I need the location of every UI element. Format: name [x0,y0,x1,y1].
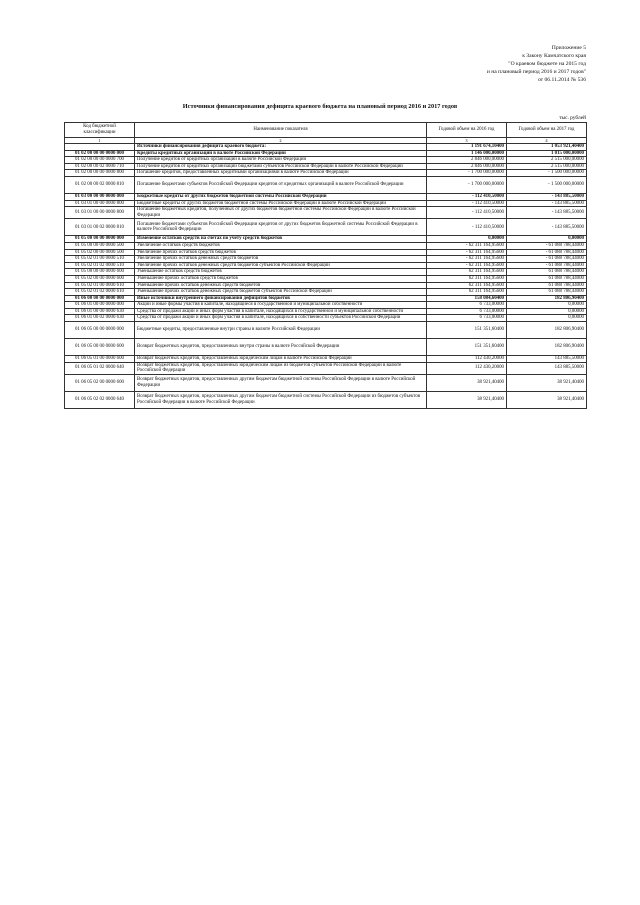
row-value-2016: 151 351,60400 [427,339,507,356]
row-code: 01 03 01 00 02 0000 810 [65,219,135,236]
table-row [65,200,587,207]
row-code: 01 05 00 00 00 0000 000 [65,236,135,243]
table-row [65,236,587,243]
row-value-2017: 1 053 921,40400 [507,144,587,151]
table-row [65,295,587,302]
approval-line: Приложение 5 [551,45,586,51]
row-code: 01 06 05 02 00 0000 600 [65,374,135,391]
row-value-2016: 6 733,00000 [427,315,507,322]
table-row [65,362,587,374]
row-value-2017: - 61 088 788,44000 [507,262,587,269]
table-row [65,289,587,296]
row-value-2016: 38 921,40400 [427,391,507,408]
table-row [65,219,587,236]
row-value-2017: - 143 885,50000 [507,219,587,236]
row-code: 01 05 02 01 02 0000 510 [65,262,135,269]
table-body [65,144,587,409]
table-row [65,207,587,219]
row-code: 01 03 01 00 00 0000 800 [65,200,135,207]
row-value-2017: 38 921,40400 [507,374,587,391]
row-value-2017: 0,00000 [507,302,587,309]
row-name: Увеличение остатков средств бюджетов [135,242,427,249]
row-value-2017: 143 885,50000 [507,356,587,363]
row-value-2017: 2 515 000,00000 [507,157,587,164]
row-value-2016: 112 430,20000 [427,356,507,363]
table-row [65,150,587,157]
row-value-2017: - 61 088 788,44000 [507,249,587,256]
row-name: Источники финансирования дефицита краевого бюджета: [135,144,427,151]
table-row [65,163,587,170]
row-code: 01 05 02 00 00 0000 600 [65,275,135,282]
row-code: 01 03 01 00 00 0000 800 [65,207,135,219]
row-name: Уменьшение остатков средств бюджетов [135,269,427,276]
row-value-2017: 182 806,90400 [507,322,587,339]
row-value-2017: - 61 088 788,44000 [507,242,587,249]
row-name: Увеличение прочих остатков средств бюджетов [135,249,427,256]
row-value-2016: 6 733,00000 [427,308,507,315]
row-name: Погашение бюджетных кредитов, полученных от других бюджетов бюджетной системы Российской Федерации в валюте Российской Федерации [135,207,427,219]
row-name: Акции и иные формы участия в капитале, находящиеся в государственной и муниципальной собственности [135,302,427,309]
table-row [65,170,587,177]
row-name: Уменьшение прочих остатков денежных средств бюджетов [135,282,427,289]
table-row [65,282,587,289]
row-name: Возврат бюджетных кредитов, предоставленных юридическим лицам из бюджетов субъектов Российской Федерации в валюте Российской Федерации [135,362,427,374]
row-code: 01 02 00 00 00 0000 800 [65,170,135,177]
row-value-2017: 61 088 788,44000 [507,289,587,296]
approval-line: и на плановый период 2016 и 2017 годов" [486,69,586,75]
column-index: 1 [65,138,135,144]
table-row [65,356,587,363]
row-name: Погашение кредитов, предоставленных кредитными организациями в валюте Российской Федерации [135,170,427,177]
row-name: Бюджетные кредиты от других бюджетов бюджетной системы Российской Федерации в валюте Российской Федерации [135,200,427,207]
row-value-2016: - 62 311 164,95600 [427,256,507,263]
column-index: 2 [135,138,427,144]
row-value-2016: 151 351,60400 [427,322,507,339]
column-header-2017: Годовой объем на 2017 год [507,123,587,138]
row-name: Кредиты кредитных организаций в валюте Российской Федерации [135,150,427,157]
row-code: 01 06 05 01 00 0000 600 [65,356,135,363]
row-value-2016: - 1 700 000,00000 [427,176,507,193]
table-row [65,242,587,249]
row-value-2016: 38 921,40400 [427,374,507,391]
row-value-2017: 38 921,40400 [507,391,587,408]
row-name: Иные источники внутреннего финансирования дефицитов бюджетов [135,295,427,302]
row-value-2016: 62 311 164,95600 [427,289,507,296]
row-value-2016: 1 191 674,10400 [427,144,507,151]
row-name: Возврат бюджетных кредитов, предоставленных внутри страны в валюте Российской Федерации [135,339,427,356]
row-name: Возврат бюджетных кредитов, предоставленных другим бюджетам бюджетной системы Российской Федерации в валюте Российской Федерации [135,374,427,391]
row-value-2017: - 61 088 788,44000 [507,256,587,263]
row-value-2017: 0,00000 [507,308,587,315]
row-code: 01 02 00 00 00 0000 000 [65,150,135,157]
table-row [65,176,587,193]
table-row [65,157,587,164]
row-value-2017: 0,00000 [507,236,587,243]
row-code: 01 05 00 00 00 0000 500 [65,242,135,249]
row-code: 01 02 00 00 02 0000 710 [65,163,135,170]
approval-block [487,44,586,84]
row-value-2016: - 112 410,50000 [427,219,507,236]
row-code: 01 06 01 00 02 0000 630 [65,315,135,322]
row-code [65,144,135,151]
row-name: Погашение бюджетами субъектов Российской Федерации кредитов от других бюджетов бюджетной системы Российской Федерации в валюте Российской Федерации [135,219,427,236]
row-value-2017: - 143 885,50000 [507,207,587,219]
approval-line: от 06.11.2014 № 536 [537,77,586,83]
column-index: 3 [427,138,507,144]
row-name: Возврат бюджетных кредитов, предоставленных юридическим лицам в валюте Российской Федерации [135,356,427,363]
column-index: 4 [507,138,587,144]
table-row [65,249,587,256]
row-value-2017: 61 088 788,44000 [507,269,587,276]
row-code: 01 06 00 00 00 0000 000 [65,295,135,302]
units-label: тыс. рублей [559,115,586,121]
table-row [65,391,587,408]
table-row [65,262,587,269]
row-value-2016: - 62 311 164,95600 [427,242,507,249]
column-header-2016: Годовой объем на 2016 год [427,123,507,138]
table-row [65,256,587,263]
row-name: Возврат бюджетных кредитов, предоставленных другим бюджетам бюджетной системы Российской Федерации из бюджетов субъектов Российской Федерации в валюте Российской Федерации [135,391,427,408]
row-value-2017: - 1 500 000,00000 [507,170,587,177]
row-name: Изменение остатков средств на счетах по учету средств бюджетов [135,236,427,243]
row-code: 01 02 00 00 00 0000 700 [65,157,135,164]
column-header-code: Код бюджетной классификации [65,123,135,138]
table-row [65,193,587,200]
row-value-2017: 1 015 000,00000 [507,150,587,157]
row-code: 01 06 01 00 00 0000 000 [65,302,135,309]
row-name: Средства от продажи акций и иных форм участия в капитале, находящихся в государственной и муниципальной собственности [135,308,427,315]
row-name: Бюджетные кредиты, предоставленные внутри страны в валюте Российской Федерации [135,322,427,339]
document-title: Источники финансирования дефицита краевого бюджета на плановый период 2016 и 2017 годов [182,103,458,110]
row-value-2017: 2 515 000,00000 [507,163,587,170]
row-value-2017: - 143 885,50000 [507,193,587,200]
row-value-2016: 112 430,20000 [427,362,507,374]
table-row [65,374,587,391]
row-value-2017: 182 806,90400 [507,295,587,302]
row-code: 01 05 02 01 00 0000 610 [65,282,135,289]
row-code: 01 05 02 01 02 0000 610 [65,289,135,296]
row-name: Уменьшение прочих остатков средств бюджетов [135,275,427,282]
row-name: Средства от продажи акций и иных форм участия в капитале, находящихся в собственности субъектов Российской Федерации [135,315,427,322]
table-row [65,322,587,339]
row-value-2016: 158 084,60400 [427,295,507,302]
row-value-2016: 62 311 164,95600 [427,282,507,289]
row-value-2016: 2 846 000,00000 [427,163,507,170]
row-value-2016: - 62 311 164,95600 [427,262,507,269]
budget-table [64,122,587,409]
column-header-name: Наименование показателя [135,123,427,138]
table-row [65,269,587,276]
row-code: 01 06 01 00 00 0000 630 [65,308,135,315]
table-row [65,275,587,282]
row-code: 01 06 05 02 02 0000 640 [65,391,135,408]
row-name: Увеличение прочих остатков денежных средств бюджетов субъектов Российской Федерации [135,262,427,269]
row-code: 01 06 05 01 02 0000 640 [65,362,135,374]
row-value-2017: - 1 500 000,00000 [507,176,587,193]
row-name: Получение кредитов от кредитных организаций в валюте Российской Федерации [135,157,427,164]
header-row [65,123,587,138]
row-code: 01 03 00 00 00 0000 000 [65,193,135,200]
row-name: Получение кредитов от кредитных организаций бюджетами субъектов Российской Федерации в валюте Российской Федерации [135,163,427,170]
row-value-2016: 0,00000 [427,236,507,243]
table-row [65,315,587,322]
table-row [65,308,587,315]
row-code: 01 05 02 00 00 0000 500 [65,249,135,256]
row-value-2016: 2 846 000,00000 [427,157,507,164]
row-code: 01 05 02 01 00 0000 510 [65,256,135,263]
table-row [65,302,587,309]
row-value-2016: - 1 700 000,00000 [427,170,507,177]
row-value-2017: 61 088 788,44000 [507,282,587,289]
row-code: 01 05 00 00 00 0000 600 [65,269,135,276]
row-code: 01 06 05 00 00 0000 600 [65,339,135,356]
row-code: 01 06 05 00 00 0000 000 [65,322,135,339]
row-value-2016: 62 311 164,95600 [427,269,507,276]
table-row [65,144,587,151]
row-value-2017: 143 885,50000 [507,362,587,374]
row-value-2016: 1 146 000,00000 [427,150,507,157]
approval-line: к Закону Камчатского края [522,53,586,59]
row-value-2017: 0,00000 [507,315,587,322]
row-value-2016: - 62 311 164,95600 [427,249,507,256]
row-value-2016: - 112 410,50000 [427,193,507,200]
row-name: Увеличение прочих остатков денежных средств бюджетов [135,256,427,263]
row-code: 01 02 00 00 02 0000 810 [65,176,135,193]
row-name: Бюджетные кредиты от других бюджетов бюджетной системы Российской Федерации [135,193,427,200]
approval-line: "О краевом бюджете на 2015 год [508,61,586,67]
row-value-2016: 62 311 164,95600 [427,275,507,282]
row-value-2016: 6 733,00000 [427,302,507,309]
table-row [65,339,587,356]
row-name: Уменьшение прочих остатков денежных средств бюджетов субъектов Российской Федерации [135,289,427,296]
row-value-2017: 61 088 788,44000 [507,275,587,282]
row-value-2017: 182 806,90400 [507,339,587,356]
row-value-2016: - 112 410,50000 [427,200,507,207]
row-value-2017: - 143 885,50000 [507,200,587,207]
row-value-2016: - 112 410,50000 [427,207,507,219]
row-name: Погашение бюджетами субъектов Российской Федерации кредитов от кредитных организаций в валюте Российской Федерации [135,176,427,193]
